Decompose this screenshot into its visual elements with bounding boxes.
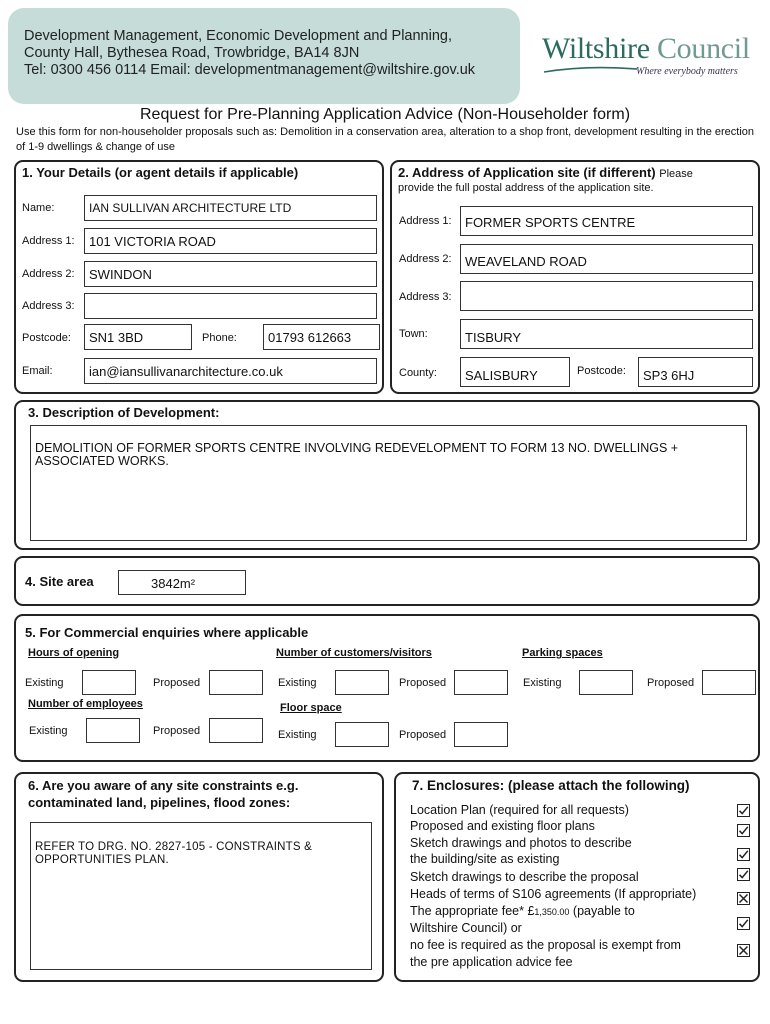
phone-field[interactable]: 01793 612663 xyxy=(263,324,380,350)
site-address-1-label: Address 1: xyxy=(399,215,452,227)
address-3-field[interactable] xyxy=(84,293,377,319)
section-7-heading: 7. Enclosures: (please attach the following) xyxy=(412,778,690,793)
site-address-2-field[interactable]: WEAVELAND ROAD xyxy=(460,244,753,274)
office-address-line-2: County Hall, Bythesea Road, Trowbridge, BA14 8JN xyxy=(24,45,360,61)
section-2-heading-text: 2. Address of Application site (if different) xyxy=(398,165,656,180)
enclosure-fee-text: The appropriate fee* £ xyxy=(410,904,535,918)
enclosure-sketch-existing: Sketch drawings and photos to describe xyxy=(410,836,632,850)
floor-proposed-field[interactable] xyxy=(454,722,508,747)
section-6-heading-line-2: contaminated land, pipelines, flood zones: xyxy=(28,795,291,810)
enclosure-location-plan: Location Plan (required for all requests) xyxy=(410,803,629,817)
section-3-heading: 3. Description of Development: xyxy=(28,405,220,420)
name-label: Name: xyxy=(22,202,55,214)
section-description xyxy=(14,400,760,550)
employees-proposed-field[interactable] xyxy=(209,718,263,743)
address-2-label: Address 2: xyxy=(22,268,75,280)
site-postcode-label: Postcode: xyxy=(577,365,626,377)
postcode-label: Postcode: xyxy=(22,332,71,344)
wiltshire-council-logo xyxy=(540,32,750,82)
address-1-field[interactable]: 101 VICTORIA ROAD xyxy=(84,228,377,254)
site-address-3-field[interactable] xyxy=(460,281,753,311)
parking-spaces-title: Parking spaces xyxy=(522,647,603,659)
address-1-label: Address 1: xyxy=(22,235,75,247)
parking-existing-label: Existing xyxy=(523,677,562,689)
postcode-field[interactable]: SN1 3BD xyxy=(84,324,192,350)
section-your-details xyxy=(14,160,384,394)
hours-existing-field[interactable] xyxy=(82,670,136,695)
email-label: Email: xyxy=(22,365,53,377)
parking-proposed-label: Proposed xyxy=(647,677,695,689)
sketch-proposal-checkbox[interactable] xyxy=(737,868,750,881)
site-address-2-label: Address 2: xyxy=(399,253,452,265)
site-address-3-label: Address 3: xyxy=(399,291,452,303)
address-2-field[interactable]: SWINDON xyxy=(84,261,377,287)
floor-proposed-label: Proposed xyxy=(399,729,447,741)
customers-existing-label: Existing xyxy=(278,677,317,689)
office-address-block xyxy=(8,8,520,104)
floor-existing-label: Existing xyxy=(278,729,317,741)
logo-word-2: Council xyxy=(656,32,750,65)
cross-icon xyxy=(737,944,750,957)
enclosure-fee-payable: (payable to xyxy=(572,904,635,918)
logo-tagline: Where everybody matters xyxy=(636,66,738,77)
site-constraints-field[interactable]: REFER TO DRG. NO. 2827-105 - CONSTRAINTS & OPPORTUNITIES PLAN. xyxy=(30,822,372,970)
location-plan-checkbox[interactable] xyxy=(737,804,750,817)
site-area-field[interactable]: 3842m² xyxy=(118,570,246,595)
section-commercial-enquiries xyxy=(14,614,760,762)
customers-existing-field[interactable] xyxy=(335,670,389,695)
section-site-constraints xyxy=(14,772,384,982)
site-town-field[interactable]: TISBURY xyxy=(460,319,753,349)
email-field[interactable]: ian@iansullivanarchitecture.co.uk xyxy=(84,358,377,384)
form-title: Request for Pre-Planning Application Advice (Non-Householder form) xyxy=(139,106,631,123)
section-6-heading-line-1: 6. Are you aware of any site constraints e.g. xyxy=(28,778,299,793)
form-intro: Use this form for non-householder proposals such as: Demolition in a conservation area, alteration to a shop front, development resulting in the erection of 1-9 dwellings & change of use xyxy=(16,126,755,153)
no-fee-checkbox[interactable] xyxy=(737,944,750,957)
parking-existing-field[interactable] xyxy=(579,670,633,695)
s106-checkbox[interactable] xyxy=(737,892,750,905)
hours-existing-label: Existing xyxy=(25,677,64,689)
customers-proposed-field[interactable] xyxy=(454,670,508,695)
hours-proposed-label: Proposed xyxy=(153,677,201,689)
name-field[interactable]: IAN SULLIVAN ARCHITECTURE LTD xyxy=(84,195,377,221)
customers-title: Number of customers/visitors xyxy=(276,647,432,659)
enclosure-no-fee: no fee is required as the proposal is exempt from xyxy=(410,938,681,952)
employees-proposed-label: Proposed xyxy=(153,725,201,737)
section-5-heading: 5. For Commercial enquiries where applicable xyxy=(25,625,309,640)
site-address-note: provide the full postal address of the application site. xyxy=(398,182,654,194)
enclosure-no-fee-cont: the pre application advice fee xyxy=(410,955,573,969)
employees-title: Number of employees xyxy=(28,698,143,710)
check-icon xyxy=(737,824,750,837)
check-icon xyxy=(737,848,750,861)
site-county-field[interactable]: SALISBURY xyxy=(460,357,570,387)
address-3-label: Address 3: xyxy=(22,300,75,312)
parking-proposed-field[interactable] xyxy=(702,670,756,695)
check-icon xyxy=(737,917,750,930)
employees-existing-label: Existing xyxy=(29,725,68,737)
hours-of-opening-title: Hours of opening xyxy=(28,647,120,659)
section-1-heading: 1. Your Details (or agent details if applicable) xyxy=(22,165,299,180)
development-description-field[interactable]: DEMOLITION OF FORMER SPORTS CENTRE INVOLVING REDEVELOPMENT TO FORM 13 NO. DWELLINGS + ASSOCIATED WORKS. xyxy=(30,425,747,541)
floor-plans-checkbox[interactable] xyxy=(737,824,750,837)
fee-amount: 1,350.00 xyxy=(534,907,570,917)
enclosure-floor-plans: Proposed and existing floor plans xyxy=(410,819,595,833)
fee-checkbox[interactable] xyxy=(737,917,750,930)
logo-wordmark xyxy=(542,32,750,66)
site-town-label: Town: xyxy=(399,328,428,340)
customers-proposed-label: Proposed xyxy=(399,677,447,689)
phone-label: Phone: xyxy=(202,332,237,344)
check-icon xyxy=(737,804,750,817)
enclosure-fee xyxy=(410,904,635,918)
cross-icon xyxy=(737,892,750,905)
employees-existing-field[interactable] xyxy=(86,718,140,743)
enclosure-fee-cont: Wiltshire Council) or xyxy=(410,921,522,935)
logo-word-1: Wiltshire xyxy=(542,32,650,65)
check-icon xyxy=(737,868,750,881)
section-site-area xyxy=(14,556,760,606)
section-4-heading: 4. Site area xyxy=(25,574,94,589)
section-2-heading xyxy=(398,165,693,180)
office-address-line-1: Development Management, Economic Development and Planning, xyxy=(24,28,452,44)
site-address-1-field[interactable]: FORMER SPORTS CENTRE xyxy=(460,206,753,236)
enclosure-sketch-existing-cont: the building/site as existing xyxy=(410,852,560,866)
site-county-label: County: xyxy=(399,367,437,379)
site-postcode-field[interactable]: SP3 6HJ xyxy=(638,357,753,387)
office-contact-line: Tel: 0300 456 0114 Email: developmentmanagement@wiltshire.gov.uk xyxy=(24,62,476,78)
sketch-existing-checkbox[interactable] xyxy=(737,848,750,861)
section-2-heading-suffix: Please xyxy=(659,168,693,180)
enclosure-sketch-proposal: Sketch drawings to describe the proposal xyxy=(410,870,639,884)
section-site-address xyxy=(390,160,760,394)
floor-space-title: Floor space xyxy=(280,702,342,714)
hours-proposed-field[interactable] xyxy=(209,670,263,695)
enclosure-s106: Heads of terms of S106 agreements (If appropriate) xyxy=(410,887,697,901)
floor-existing-field[interactable] xyxy=(335,722,389,747)
